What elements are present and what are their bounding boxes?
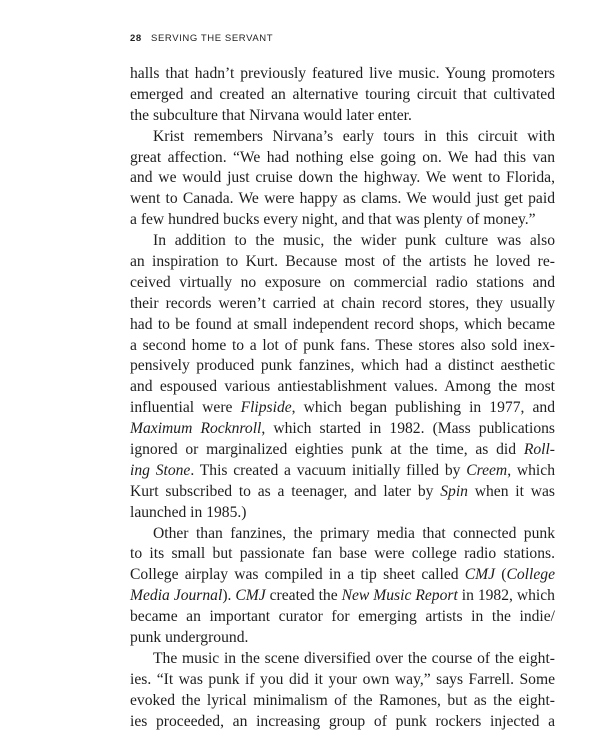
text-run: ). bbox=[222, 587, 236, 605]
text-run: became an important curator for emerging artists in the indie/ bbox=[130, 608, 555, 626]
text-run: emerged and created an alternative touring circuit that cultivated bbox=[130, 85, 555, 103]
text-run: launched in 1985.) bbox=[130, 503, 247, 521]
text-run: Other than fanzines, the primary media that connected punk bbox=[153, 524, 555, 542]
text-run: influential were bbox=[130, 399, 241, 417]
text-line bbox=[130, 524, 555, 545]
italic-title: Creem bbox=[466, 461, 508, 479]
text-run: . This created a vacuum initially filled by bbox=[190, 461, 467, 479]
text-line bbox=[130, 231, 555, 252]
italic-title: Maximum Rocknroll bbox=[130, 420, 262, 438]
italic-title: College bbox=[506, 566, 555, 584]
text-line bbox=[130, 628, 555, 649]
italic-title: ing Stone bbox=[130, 461, 191, 479]
text-line bbox=[130, 691, 555, 712]
text-run: ies proceeded, an increasing group of punk rockers injected a bbox=[130, 712, 555, 730]
italic-title: Roll- bbox=[523, 441, 555, 459]
text-run: when it was bbox=[467, 482, 556, 500]
text-run: a few hundred bucks every night, and that was plenty of money.” bbox=[130, 211, 536, 229]
text-run: to its small but passionate fan base were college radio stations. bbox=[130, 545, 555, 563]
text-line bbox=[130, 294, 555, 315]
text-run: , which began publishing in 1977, and bbox=[291, 399, 555, 417]
body-text bbox=[130, 64, 555, 733]
text-run: pensively produced punk fanzines, which had a distinct aesthetic bbox=[130, 357, 555, 375]
text-line bbox=[130, 85, 555, 106]
text-run: punk underground. bbox=[130, 629, 249, 647]
text-line bbox=[130, 356, 555, 377]
text-line bbox=[130, 607, 555, 628]
italic-title: New Music Report bbox=[341, 587, 458, 605]
text-run: , which bbox=[507, 461, 555, 479]
text-run: in 1982, which bbox=[457, 587, 555, 605]
text-line bbox=[130, 273, 555, 294]
text-line bbox=[130, 544, 555, 565]
text-line bbox=[130, 377, 555, 398]
text-line bbox=[130, 712, 555, 733]
text-run: Krist remembers Nirvana’s early tours in this circuit with bbox=[153, 127, 555, 145]
text-run: ceived virtually no exposure on commercial radio stations and bbox=[130, 273, 555, 291]
text-run: great affection. “We had nothing else going on. We had this van bbox=[130, 148, 555, 166]
text-run: , which started in 1982. (Mass publications bbox=[261, 420, 555, 438]
text-run: their records weren’t carried at chain record stores, they usually bbox=[130, 294, 555, 312]
text-line bbox=[130, 168, 555, 189]
text-line bbox=[130, 461, 555, 482]
text-run: the subculture that Nirvana would later enter. bbox=[130, 106, 412, 124]
text-line bbox=[130, 252, 555, 273]
text-line bbox=[130, 398, 555, 419]
text-line bbox=[130, 127, 555, 148]
italic-title: Media Journal bbox=[130, 587, 223, 605]
italic-title: Spin bbox=[440, 482, 468, 500]
italic-title: Flipside bbox=[240, 399, 292, 417]
text-line bbox=[130, 210, 555, 231]
text-line bbox=[130, 106, 555, 127]
text-run: and espoused various antiestablishment values. Among the most bbox=[130, 378, 555, 396]
text-run: ignored or marginalized eighties punk at the time, as did bbox=[130, 441, 524, 459]
text-run: College airplay was compiled in a tip sheet called bbox=[130, 566, 465, 584]
running-head bbox=[130, 33, 273, 44]
text-line bbox=[130, 64, 555, 85]
text-run: evoked the lyrical minimalism of the Ramones, but as the eight- bbox=[130, 691, 555, 709]
text-line bbox=[130, 440, 555, 461]
text-line bbox=[130, 148, 555, 169]
text-run: Kurt subscribed to as a teenager, and later by bbox=[130, 482, 441, 500]
text-line bbox=[130, 649, 555, 670]
text-line bbox=[130, 336, 555, 357]
text-run: had to be found at small independent record shops, which became bbox=[130, 315, 555, 333]
page-number: 28 bbox=[130, 33, 142, 44]
text-run: went to Canada. We were happy as clams. We would just get paid bbox=[130, 190, 555, 208]
text-line bbox=[130, 503, 555, 524]
text-run: In addition to the music, the wider punk culture was also bbox=[153, 232, 555, 250]
text-line bbox=[130, 419, 555, 440]
text-line bbox=[130, 670, 555, 691]
italic-title: CMJ bbox=[235, 587, 266, 605]
text-line bbox=[130, 586, 555, 607]
text-line bbox=[130, 189, 555, 210]
text-line bbox=[130, 315, 555, 336]
text-run: a second home to a lot of punk fans. These stores also sold inex- bbox=[130, 336, 555, 354]
text-run: created the bbox=[265, 587, 342, 605]
text-run: an inspiration to Kurt. Because most of the artists he loved re- bbox=[130, 253, 555, 271]
running-head-title: SERVING THE SERVANT bbox=[151, 33, 274, 44]
text-line bbox=[130, 565, 555, 586]
text-run: The music in the scene diversified over the course of the eight- bbox=[153, 649, 555, 667]
text-run: halls that hadn’t previously featured live music. Young promoters bbox=[130, 65, 555, 82]
text-line bbox=[130, 482, 555, 503]
italic-title: CMJ bbox=[464, 566, 496, 584]
text-run: ies. “It was punk if you did it your own way,” says Farrell. Some bbox=[130, 670, 555, 688]
text-run: ( bbox=[495, 566, 507, 584]
text-run: and we would just cruise down the highway. We went to Florida, bbox=[130, 169, 555, 187]
